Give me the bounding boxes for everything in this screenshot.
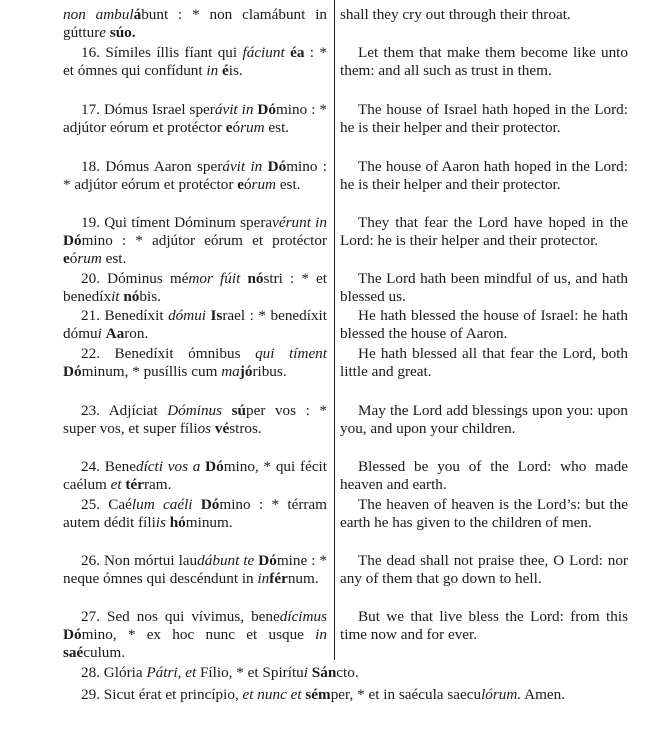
latin-verse-23: 23. Adjíciat Dóminus súper vos : * super vos, et super fílios véstros. [63,402,327,437]
latin-verse-26: 26. Non mórtui laudábunt te Dómine : * neque ómnes qui descéndunt in inférnum. [63,552,327,587]
latin-verse-18: 18. Dómus Aaron sperávit in Dómino : * adjútor eórum et protéctor eórum est. [63,158,327,193]
english-verse-22: He hath blessed all that fear the Lord, both little and great. [340,345,628,380]
english-verse-15: shall they cry out through their throat. [340,6,571,23]
latin-verse-15: non ambulábunt : * non clamábunt in gútture súo. [63,6,328,41]
english-verse-27: But we that live bless the Lord: from this time now and for ever. [340,608,628,643]
latin-verse-21: 21. Benedíxit dómui Israel : * benedíxit dómui Aaron. [63,307,327,342]
latin-verse-24: 24. Benedícti vos a Dómino, * qui fécit caélum et térram. [63,458,327,493]
latin-verse-22: 22. Benedíxit ómnibus qui tíment Dóminum, * pusíllis cum majóribus. [63,345,327,380]
latin-verse-28: 28. Glória Pátri, et Fílio, * et Spirítui Sáncto. [81,664,359,681]
english-verse-16: Let them that make them become like unto them: and all such as trust in them. [340,44,628,79]
english-verse-23: May the Lord add blessings upon you: upon you, and upon your children. [340,402,628,437]
english-verse-19: They that fear the Lord have hoped in the Lord: he is their helper and their protector. [340,214,628,249]
latin-verse-25: 25. Caélum caéli Dómino : * térram autem dédit fíliis hóminum. [63,496,327,531]
english-verse-17: The house of Israel hath hoped in the Lord: he is their helper and their protector. [340,101,628,136]
column-divider [334,0,335,660]
english-verse-18: The house of Aaron hath hoped in the Lord: he is their helper and their protector. [340,158,628,193]
latin-verse-16: 16. Símiles íllis fíant qui fáciunt éa : * et ómnes qui confídunt in éis. [63,44,327,79]
latin-verse-20: 20. Dóminus mémor fúit nóstri : * et benedíxit nóbis. [63,270,328,305]
latin-verse-27: 27. Sed nos qui vívimus, benedícimus Dómino, * ex hoc nunc et usque in saéculum. [63,608,327,661]
latin-verse-17: 17. Dómus Israel sperávit in Dómino : * adjútor eórum et protéctor eórum est. [63,101,327,136]
english-verse-21: He hath blessed the house of Israel: he hath blessed the house of Aaron. [340,307,628,342]
latin-verse-29: 29. Sicut érat et princípio, et nunc et sémper, * et in saécula saeculórum. Amen. [81,686,566,703]
english-verse-24: Blessed be you of the Lord: who made heaven and earth. [340,458,628,493]
english-verse-20: The Lord hath been mindful of us, and hath blessed us. [340,270,628,305]
english-verse-25: The heaven of heaven is the Lord’s: but the earth he has given to the children of men. [340,496,628,531]
english-verse-26: The dead shall not praise thee, O Lord: nor any of them that go down to hell. [340,552,628,587]
latin-verse-19: 19. Qui tíment Dóminum speravérunt in Dómino : * adjútor eórum et protéctor eórum est. [63,214,327,267]
